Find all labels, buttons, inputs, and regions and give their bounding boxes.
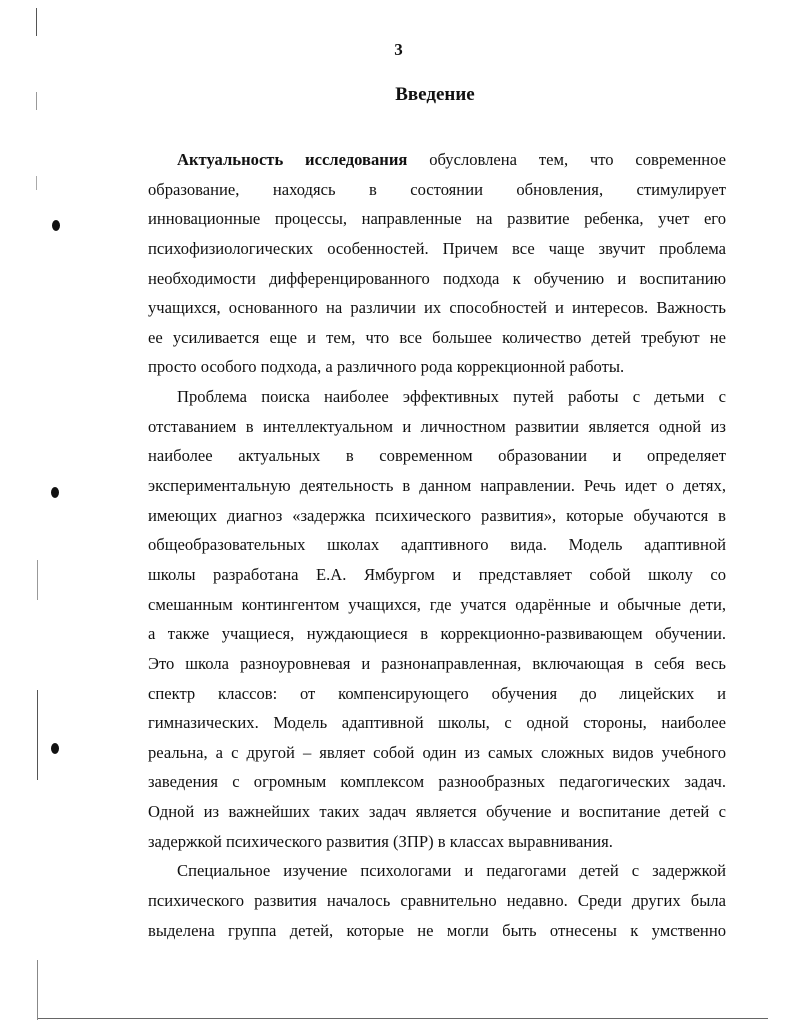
text-line: гимназических. Модель адаптивной школы, с одной стороны, наиболее [148,713,726,733]
text-line: Одной из важнейших таких задач является обучение и воспитание детей с [148,802,726,822]
paragraph [148,382,726,856]
binding-hole-icon [52,220,60,231]
text-line: экспериментальную деятельность в данном направлении. Речь идет о детях, [148,476,726,496]
text-line: общеобразовательных школах адаптивного вида. Модель адаптивной [148,535,726,555]
scan-bottom-line [38,1018,768,1019]
text-line: спектр классов: от компенсирующего обучения до лицейских и [148,683,726,703]
text-line: реальна, а с другой – являет собой один из самых сложных видов учебного [148,742,726,762]
section-heading: Введение [395,84,475,105]
scan-margin-line [36,176,37,190]
text-line: просто особого подхода, а различного рода коррекционной работы. [148,357,625,377]
text-line: отставанием в интеллектуальном и личностном развитии является одной из [148,416,726,436]
paragraph [148,856,726,945]
paragraph [148,145,726,382]
scan-margin-line [37,560,38,600]
text-line: ее усиливается еще и тем, что все большее количество детей требуют не [148,327,726,347]
text-line: психофизиологических особенностей. Причем все чаще звучит проблема [148,238,726,258]
text-line: образование, находясь в состоянии обновления, стимулирует [148,179,726,199]
scan-margin-line [37,690,38,780]
text-line: Проблема поиска наиболее эффективных путей работы с детьми с [177,387,726,407]
body-text [148,145,726,945]
bold-term: Актуальность исследования [177,150,408,169]
line-text: обусловлена тем, что современное [407,150,726,169]
page-number: 3 [394,40,403,59]
text-line: смешанным контингентом учащихся, где учатся одарённые и обычные дети, [148,594,726,614]
text-line: задержкой психического развития (ЗПР) в классах выравнивания. [148,831,613,851]
text-line: имеющих диагноз «задержка психического развития», которые обучаются в [148,505,726,525]
text-line: психического развития началось сравнительно недавно. Среди других была [148,891,726,911]
text-line: инновационные процессы, направленные на развитие ребенка, учет его [148,209,726,229]
text-line: выделена группа детей, которые не могли быть отнесены к умственно [148,920,726,940]
scan-margin-line [36,8,37,36]
text-line: школы разработана Е.А. Ямбургом и представляет собой школу со [148,564,726,584]
text-line: наиболее актуальных в современном образовании и определяет [148,446,726,466]
text-line: необходимости дифференцированного подхода к обучению и воспитанию [148,268,726,288]
binding-hole-icon [51,743,59,754]
scan-margin-line [37,960,38,1020]
text-line: учащихся, основанного на различии их способностей и интересов. Важность [148,298,726,318]
text-line: а также учащиеся, нуждающиеся в коррекционно-развивающем обучении. [148,624,726,644]
text-line [148,145,726,175]
text-line: Это школа разноуровневая и разнонаправленная, включающая в себя весь [148,653,726,673]
binding-hole-icon [51,487,59,498]
text-line: заведения с огромным комплексом разнообразных педагогических задач. [148,772,726,792]
text-line: Специальное изучение психологами и педагогами детей с задержкой [177,861,726,881]
